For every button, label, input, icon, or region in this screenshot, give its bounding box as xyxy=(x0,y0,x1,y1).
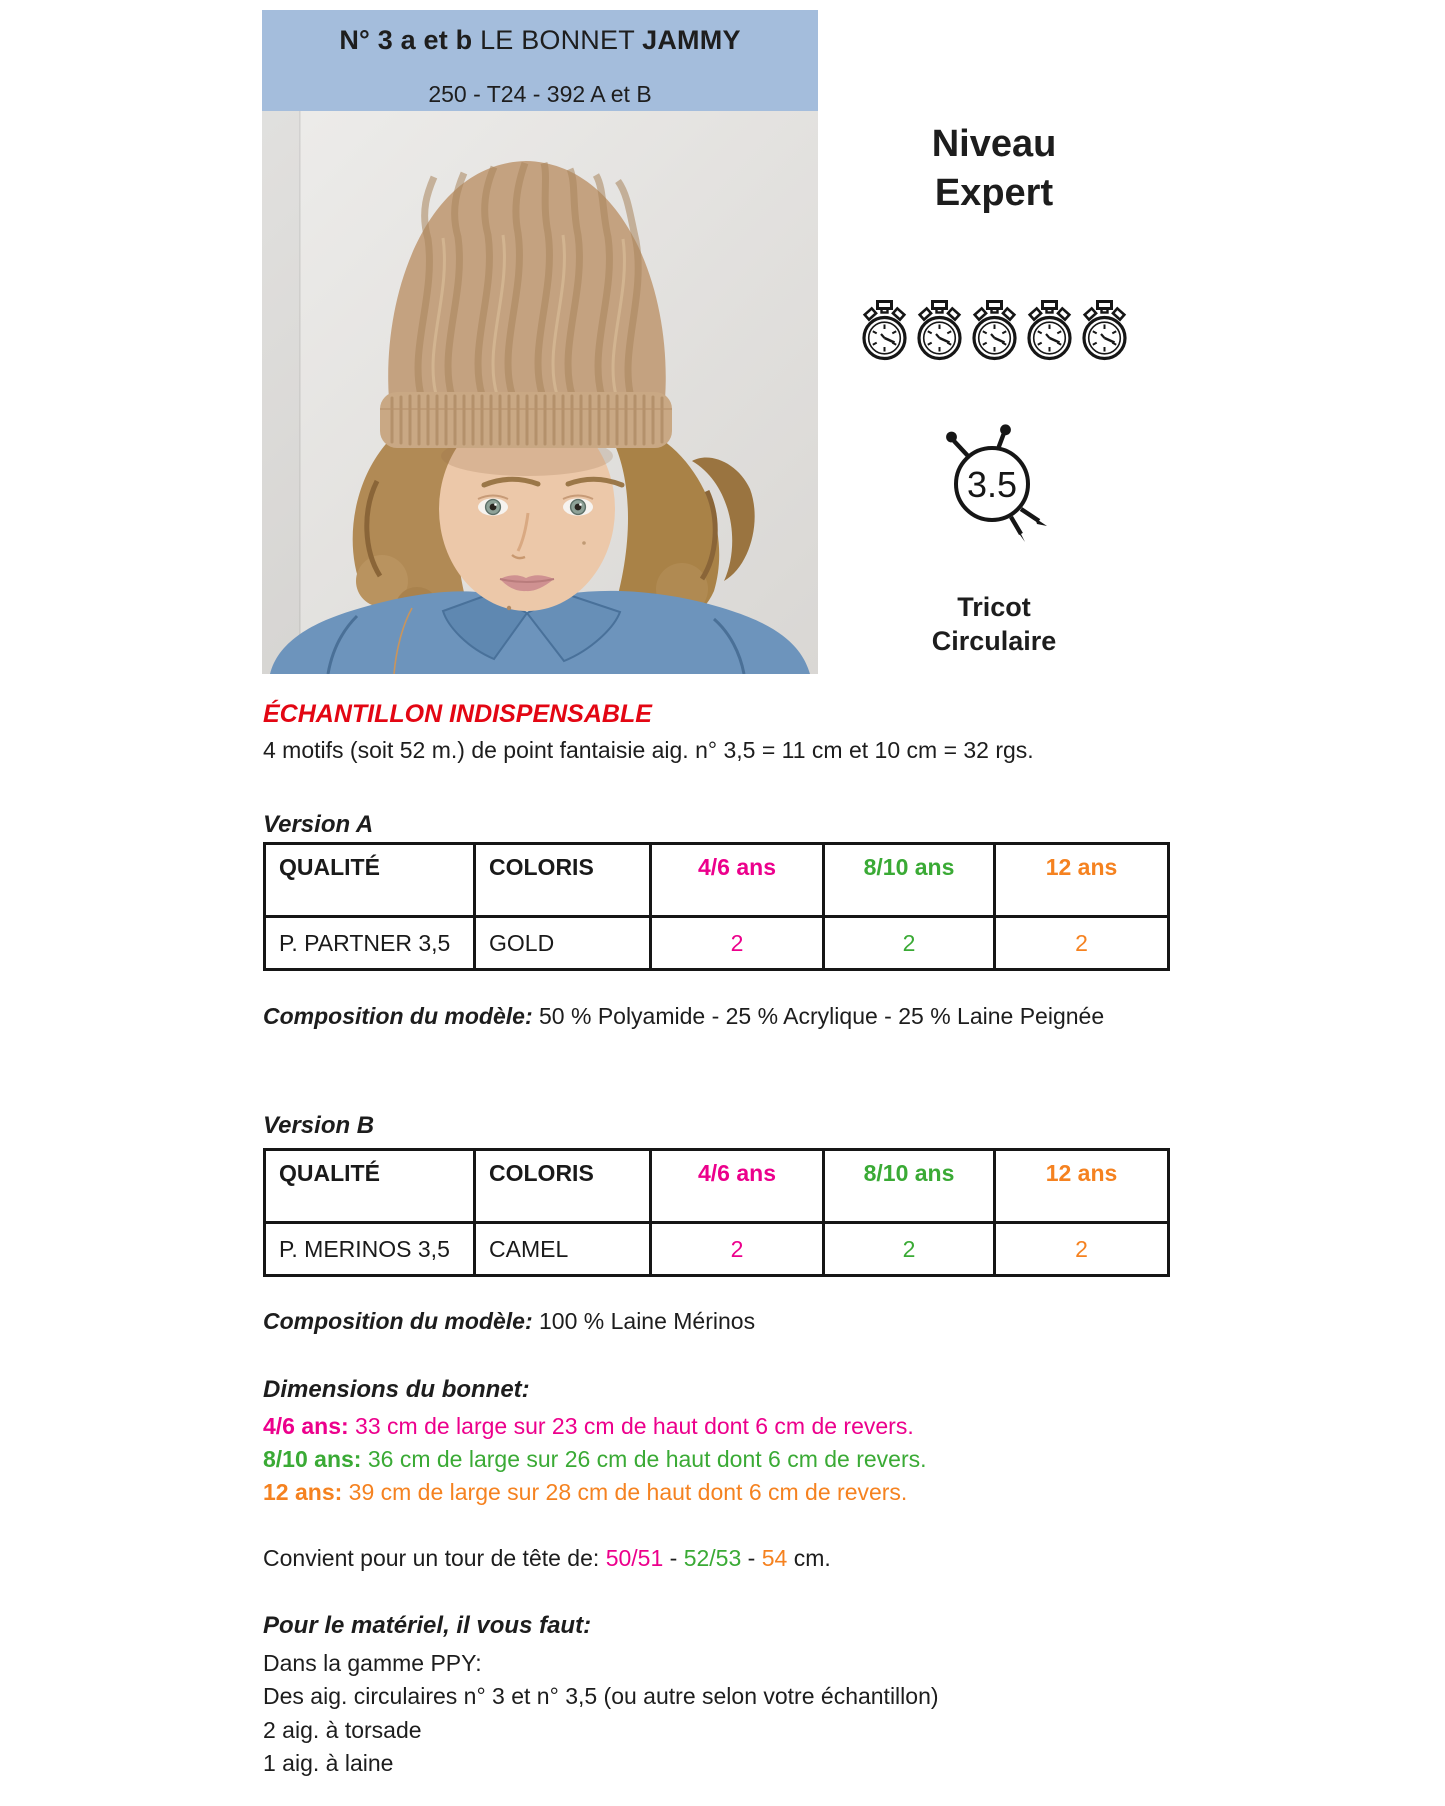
head-circumference-prefix: Convient pour un tour de tête de: xyxy=(263,1545,606,1571)
separator: - xyxy=(741,1545,762,1571)
dimension-text: 39 cm de large sur 28 cm de haut dont 6 cm de revers. xyxy=(342,1479,908,1505)
col-header-4-6-ans: 4/6 ans xyxy=(651,844,824,917)
dimension-size-label: 12 ans: xyxy=(263,1479,343,1505)
col-header-8-10-ans: 8/10 ans xyxy=(824,844,995,917)
version-b-label: Version B xyxy=(263,1112,375,1139)
composition-b-text: 100 % Laine Mérinos xyxy=(532,1308,756,1334)
stopwatch-rating xyxy=(838,300,1150,362)
col-header-qualite: QUALITÉ xyxy=(265,844,475,917)
head-size-8-10: 52/53 xyxy=(683,1545,742,1571)
technique-label xyxy=(838,590,1150,658)
material-line: 1 aig. à laine xyxy=(263,1750,394,1777)
model-photo-illustration xyxy=(262,111,818,674)
dimension-size-label: 8/10 ans: xyxy=(263,1446,362,1472)
swatch-heading: ÉCHANTILLON INDISPENSABLE xyxy=(263,700,652,728)
col-header-12-ans: 12 ans xyxy=(995,1150,1169,1223)
needle-size-graphic xyxy=(931,424,1057,546)
technique-line1: Tricot xyxy=(957,592,1031,622)
cell-qty-4-6: 2 xyxy=(651,1223,824,1276)
cell-qty-8-10: 2 xyxy=(824,917,995,970)
composition-a xyxy=(263,1000,1133,1033)
dimension-line-12 xyxy=(263,1476,927,1509)
pattern-reference: 250 - T24 - 392 A et B xyxy=(428,81,652,107)
cell-quality: P. MERINOS 3,5 xyxy=(265,1223,475,1276)
composition-a-label: Composition du modèle: xyxy=(263,1003,533,1029)
dimension-line-4-6 xyxy=(263,1410,927,1443)
col-header-12-ans: 12 ans xyxy=(995,844,1169,917)
composition-b-label: Composition du modèle: xyxy=(263,1308,533,1334)
head-circumference-suffix: cm. xyxy=(787,1545,831,1571)
model-photo xyxy=(262,111,818,674)
pattern-title xyxy=(262,10,818,56)
stopwatch-icon xyxy=(1026,300,1073,362)
stopwatch-icon xyxy=(916,300,963,362)
head-circumference xyxy=(263,1545,831,1572)
col-header-coloris: COLORIS xyxy=(475,844,651,917)
version-a-label: Version A xyxy=(263,811,374,838)
head-size-4-6: 50/51 xyxy=(605,1545,664,1571)
separator: - xyxy=(663,1545,684,1571)
technique-line2: Circulaire xyxy=(931,626,1057,656)
needle-size-value: 3.5 xyxy=(966,464,1018,505)
dimension-size-label: 4/6 ans: xyxy=(263,1413,349,1439)
cell-qty-4-6: 2 xyxy=(651,917,824,970)
cell-coloris: GOLD xyxy=(475,917,651,970)
cell-qty-12: 2 xyxy=(995,1223,1169,1276)
col-header-qualite: QUALITÉ xyxy=(265,1150,475,1223)
dimensions-heading: Dimensions du bonnet: xyxy=(263,1376,530,1403)
dimension-text: 36 cm de large sur 26 cm de haut dont 6 cm de revers. xyxy=(361,1446,927,1472)
stopwatch-icon xyxy=(861,300,908,362)
material-line: Dans la gamme PPY: xyxy=(263,1650,482,1676)
dimensions-list xyxy=(263,1410,927,1509)
dimension-text: 33 cm de large sur 23 cm de haut dont 6 cm de revers. xyxy=(348,1413,914,1439)
material-line: 2 aig. à torsade xyxy=(263,1716,422,1743)
material-line: Des aig. circulaires n° 3 et n° 3,5 (ou autre selon votre échantillon) xyxy=(263,1683,939,1710)
pattern-name-bold: JAMMY xyxy=(642,25,741,55)
version-b-table xyxy=(263,1148,1170,1277)
head-size-12: 54 xyxy=(761,1545,788,1571)
pattern-number: N° 3 a et b xyxy=(339,25,473,55)
col-header-8-10-ans: 8/10 ans xyxy=(824,1150,995,1223)
stopwatch-icon xyxy=(1081,300,1128,362)
level-label xyxy=(838,120,1150,218)
version-a-table xyxy=(263,842,1170,971)
col-header-coloris: COLORIS xyxy=(475,1150,651,1223)
pattern-header xyxy=(262,10,818,111)
cell-quality: P. PARTNER 3,5 xyxy=(265,917,475,970)
cell-qty-8-10: 2 xyxy=(824,1223,995,1276)
needle-size-icon xyxy=(838,424,1150,551)
stopwatch-icon xyxy=(971,300,1018,362)
col-header-4-6-ans: 4/6 ans xyxy=(651,1150,824,1223)
materials-list xyxy=(263,1647,1243,1781)
cell-qty-12: 2 xyxy=(995,917,1169,970)
level-line2: Expert xyxy=(934,172,1054,214)
composition-a-text: 50 % Polyamide - 25 % Acrylique - 25 % Laine Peignée xyxy=(532,1003,1105,1029)
cell-coloris: CAMEL xyxy=(475,1223,651,1276)
level-line1: Niveau xyxy=(931,123,1057,165)
materials-heading: Pour le matériel, il vous faut: xyxy=(263,1612,592,1639)
pattern-name: LE BONNET xyxy=(472,25,643,55)
swatch-text: 4 motifs (soit 52 m.) de point fantaisie aig. n° 3,5 = 11 cm et 10 cm = 32 rgs. xyxy=(263,737,1034,763)
dimension-line-8-10 xyxy=(263,1443,927,1476)
composition-b xyxy=(263,1308,755,1335)
